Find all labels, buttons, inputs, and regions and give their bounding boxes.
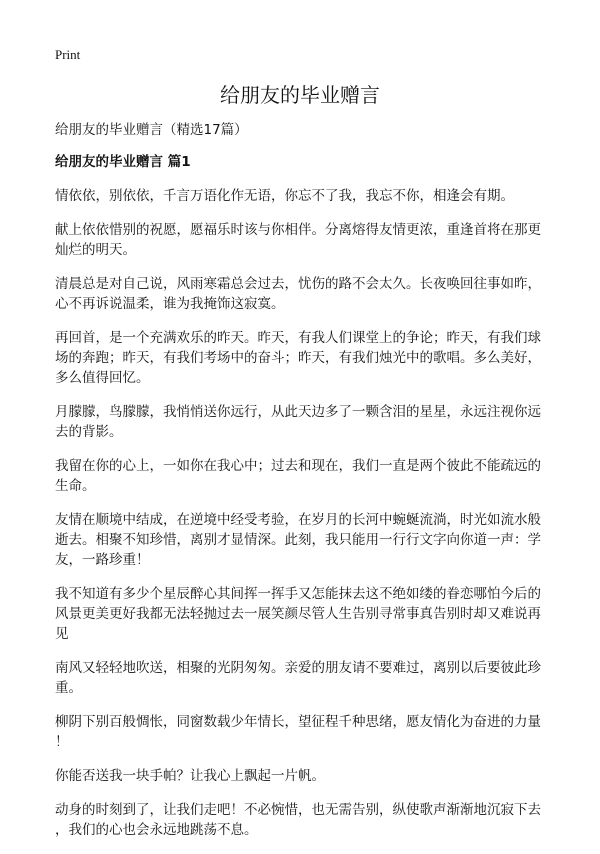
paragraph-line: 南风又轻轻地吹送，相聚的光阴匆匆。亲爱的朋友请不要难过，离别以后要彼此珍: [55, 660, 541, 676]
paragraph-line: 清晨总是对自己说，风雨寒霜总会过去，忧伤的路不会太久。长夜唤回往事如昨，: [55, 276, 541, 292]
paragraph: [55, 712, 555, 752]
paragraph-line: 月朦朦，鸟朦朦，我悄悄送你远行，从此天边多了一颗含泪的星星，永远注视你远: [55, 404, 541, 420]
paragraph: [55, 456, 555, 496]
paragraph-line: 心不再诉说温柔，谁为我掩饰这寂寞。: [55, 296, 285, 312]
paragraph-line: 动身的时刻到了，让我们走吧！不必惋惜，也无需告别，纵使歌声渐渐地沉寂下去: [55, 802, 541, 818]
paragraph-line: 逝去。相聚不知珍惜，离别才显情深。此刻，我只能用一行行文字向你道一声：学: [55, 532, 541, 548]
paragraph: [55, 584, 555, 644]
print-link[interactable]: Print: [55, 47, 81, 62]
paragraph-line: 柳阴下别百般惆怅，同窗数载少年情长，望征程千种思绪，愿友情化为奋进的力量: [55, 714, 541, 730]
paragraph-line: 友情在顺境中结成，在逆境中经受考验，在岁月的长河中蜿蜒流淌，时光如流水般: [55, 512, 541, 528]
paragraph: [55, 274, 555, 314]
paragraph-line: 你能否送我一块手帕？让我心上飘起一片帆。: [55, 768, 325, 784]
section-heading: 给朋友的毕业赠言 篇1: [55, 154, 191, 170]
paragraph-line: 情依依，别依依，千言万语化作无语，你忘不了我，我忘不你，相逢会有期。: [55, 188, 514, 204]
document-body: [55, 120, 555, 854]
paragraph: [55, 328, 555, 388]
paragraph-line: 见: [55, 626, 69, 642]
paragraph-line: 生命。: [55, 478, 96, 494]
paragraph-line: 灿烂的明天。: [55, 242, 136, 258]
paragraph-line: ，我们的心也会永远地跳荡不息。: [55, 822, 258, 838]
paragraph-list: [55, 186, 555, 840]
paragraph-line: 去的背影。: [55, 424, 123, 440]
paragraph-line: 友，一路珍重！: [55, 552, 150, 568]
paragraph-line: 我留在你的心上，一如你在我心中；过去和现在，我们一直是两个彼此不能疏远的: [55, 458, 541, 474]
page-title: 给朋友的毕业赠言: [220, 83, 380, 107]
paragraph: [55, 186, 555, 206]
paragraph: [55, 220, 555, 260]
paragraph: [55, 766, 555, 786]
paragraph-line: 场的奔跑；昨天，有我们考场中的奋斗；昨天，有我们烛光中的歌唱。多么美好，: [55, 350, 541, 366]
paragraph-line: 风景更美更好我都无法轻抛过去一展笑颜尽管人生告别寻常事真告别时却又难说再: [55, 606, 541, 622]
paragraph-line: 重。: [55, 680, 82, 696]
document-subtitle: 给朋友的毕业赠言（精选17篇）: [55, 122, 248, 138]
paragraph-line: ！: [55, 734, 69, 750]
paragraph: [55, 658, 555, 698]
paragraph-line: 献上依依惜别的祝愿，愿福乐时该与你相伴。分离熔得友情更浓，重逢首将在那更: [55, 222, 541, 238]
paragraph-line: 再回首，是一个充满欢乐的昨天。昨天，有我人们课堂上的争论；昨天，有我们球: [55, 330, 541, 346]
paragraph: [55, 800, 555, 840]
paragraph: [55, 402, 555, 442]
paragraph-line: 我不知道有多少个星辰醉心其间挥一挥手又怎能抹去这不绝如缕的眷恋哪怕今后的: [55, 586, 541, 602]
paragraph: [55, 510, 555, 570]
paragraph-line: 多么值得回忆。: [55, 370, 150, 386]
